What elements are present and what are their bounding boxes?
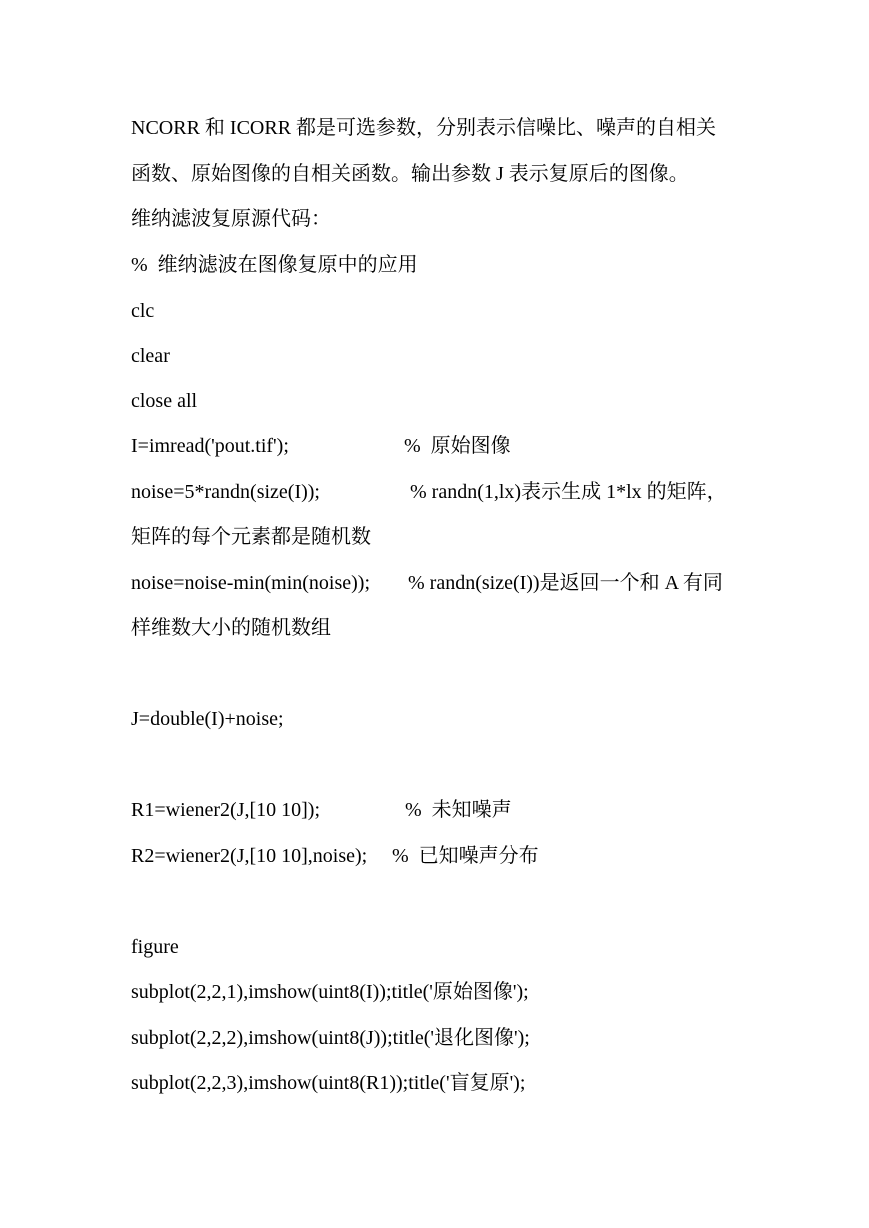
code-comment-title: % 维纳滤波在图像复原中的应用 xyxy=(131,254,418,276)
code-clear: clear xyxy=(131,345,170,367)
intro-line-1: NCORR 和 ICORR 都是可选参数，分别表示信噪比、噪声的自相关 xyxy=(131,117,717,139)
code-noise-min-statement: noise=noise-min(min(noise)); xyxy=(131,572,371,594)
code-noise-statement: noise=5*randn(size(I)); xyxy=(131,481,320,503)
code-noise-comment: % randn(1,lx)表示生成 1*lx 的矩阵， xyxy=(410,481,727,503)
code-imread-statement: I=imread('pout.tif'); xyxy=(131,435,289,457)
intro-line-2: 函数、原始图像的自相关函数。输出参数 J 表示复原后的图像。 xyxy=(131,163,689,185)
code-noise-min-comment: % randn(size(I))是返回一个和 A 有同 xyxy=(408,572,723,594)
code-imread-comment: % 原始图像 xyxy=(404,435,511,457)
code-subplot-1: subplot(2,2,1),imshow(uint8(I));title('原始图像'); xyxy=(131,981,529,1003)
code-noise-comment-continued: 矩阵的每个元素都是随机数 xyxy=(131,526,371,548)
section-heading: 维纳滤波复原源代码： xyxy=(131,208,331,230)
code-r1-comment: % 未知噪声 xyxy=(405,799,512,821)
code-close-all: close all xyxy=(131,390,198,412)
code-figure: figure xyxy=(131,936,179,958)
code-r2-statement: R2=wiener2(J,[10 10],noise); xyxy=(131,845,368,867)
code-r1-statement: R1=wiener2(J,[10 10]); xyxy=(131,799,321,821)
code-double-statement: J=double(I)+noise; xyxy=(131,708,284,730)
code-subplot-3: subplot(2,2,3),imshow(uint8(R1));title('盲复原'); xyxy=(131,1072,526,1094)
code-r2-comment: % 已知噪声分布 xyxy=(392,845,539,867)
code-noise-min-comment-continued: 样维数大小的随机数组 xyxy=(131,617,331,639)
code-clc: clc xyxy=(131,300,155,322)
code-subplot-2: subplot(2,2,2),imshow(uint8(J));title('退化图像'); xyxy=(131,1027,530,1049)
